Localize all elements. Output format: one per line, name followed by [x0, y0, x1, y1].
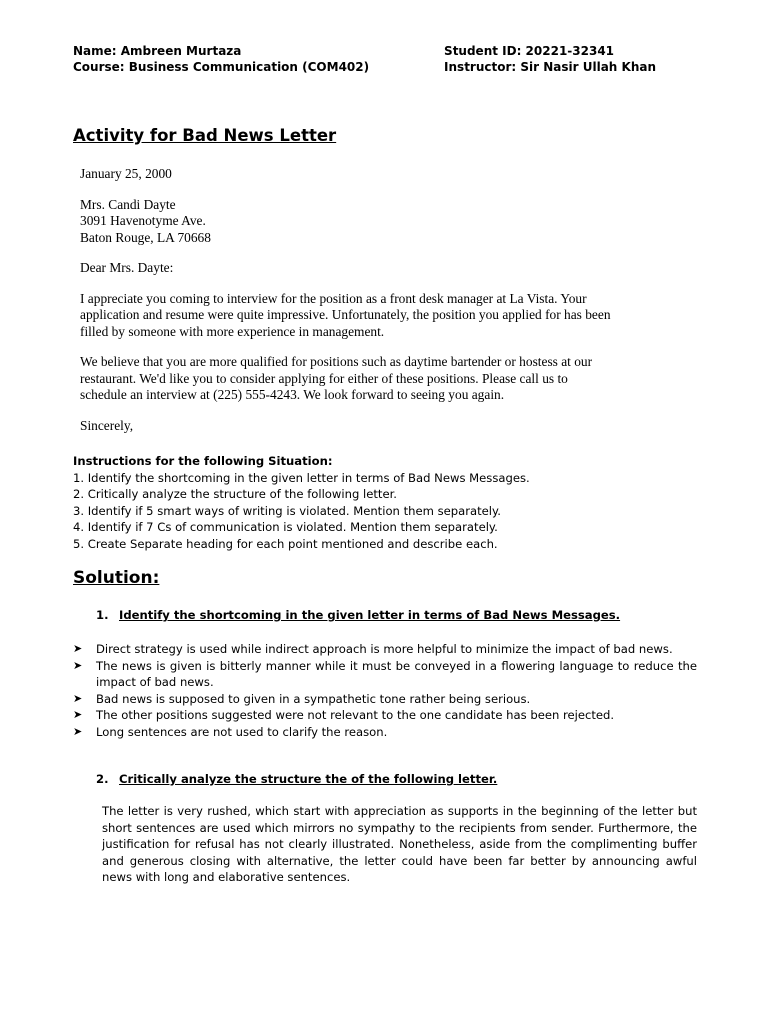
letter-image [80, 166, 680, 446]
section-number: 2. [96, 772, 109, 786]
section-2-heading [96, 771, 497, 787]
list-item [73, 724, 697, 741]
list-item [73, 707, 697, 724]
section-1-heading [96, 607, 620, 623]
instructions-heading: Instructions for the following Situation: [73, 454, 333, 468]
letter-line: I appreciate you coming to interview for the position as a front desk manager at La Vista. Your [80, 290, 587, 306]
bullet-text: Long sentences are not used to clarify the reason. [96, 724, 388, 739]
instruction-item: 5. Create Separate heading for each point mentioned and describe each. [73, 536, 498, 551]
letter-line: schedule an interview at (225) 555-4243. We look forward to seeing you again. [80, 387, 505, 402]
bullet-text: The news is given is bitterly manner while it must be conveyed in a flowering language to reduce the impact of bad news. [96, 658, 697, 690]
instruction-item: 1. Identify the shortcoming in the given letter in terms of Bad News Messages. [73, 470, 530, 485]
instruction-item: 4. Identify if 7 Cs of communication is violated. Mention them separately. [73, 520, 498, 535]
letter-line: filled by someone with more experience in management. [80, 323, 385, 339]
bullet-text: Bad news is supposed to given in a sympathetic tone rather being serious. [96, 691, 531, 706]
header-left [73, 43, 369, 75]
section-title: Identify the shortcoming in the given letter in terms of Bad News Messages. [119, 608, 621, 622]
header-right [444, 43, 656, 75]
solution-heading: Solution: [73, 568, 160, 588]
course-name: Course: Business Communication (COM402) [73, 60, 370, 74]
list-item [73, 641, 697, 658]
letter-salutation: Dear Mrs. Dayte: [80, 260, 174, 275]
arrowhead-bullet-icon: ➤ [73, 724, 83, 738]
arrowhead-bullet-icon: ➤ [73, 658, 83, 672]
student-name: Name: Ambreen Murtaza [73, 44, 242, 58]
section-title: Critically analyze the structure the of the following letter. [119, 772, 498, 786]
address-line: Mrs. Candi Dayte [80, 196, 176, 212]
letter-line: We believe that you are more qualified for positions such as daytime bartender or hostess at our [80, 354, 593, 369]
list-item [73, 691, 697, 708]
shortcomings-list [73, 641, 697, 741]
letter-line: application and resume were quite impressive. Unfortunately, the position you applied for has been [80, 307, 611, 322]
letter-paragraph [80, 291, 680, 341]
analysis-paragraph: The letter is very rushed, which start with appreciation as supports in the beginning of the letter but short sentences are used which mirrors no sympathy to the recipients from sender. Furthermore, the justification for refusal has not clearly illustrated. Nonetheless, aside from the complimenting buffer and generous closing with alternative, the letter could have been far better by announcing awful news with long and elaborative sentences. [102, 804, 697, 885]
instruction-item: 3. Identify if 5 smart ways of writing is violated. Mention them separately. [73, 503, 501, 518]
student-id: Student ID: 20221-32341 [444, 44, 615, 58]
letter-date: January 25, 2000 [80, 166, 172, 181]
instructions [73, 453, 713, 553]
arrowhead-bullet-icon: ➤ [73, 691, 83, 705]
section-number: 1. [96, 608, 109, 622]
address-line: Baton Rouge, LA 70668 [80, 229, 211, 245]
arrowhead-bullet-icon: ➤ [73, 642, 83, 655]
letter-paragraph [80, 354, 680, 404]
page-title: Activity for Bad News Letter [73, 126, 337, 145]
letter-closing: Sincerely, [80, 417, 134, 433]
bullet-text: The other positions suggested were not relevant to the one candidate has been rejected. [96, 708, 615, 723]
instruction-item: 2. Critically analyze the structure of the following letter. [73, 487, 397, 502]
list-item [73, 658, 697, 691]
instructor-name: Instructor: Sir Nasir Ullah Khan [444, 60, 656, 74]
address-line: 3091 Havenotyme Ave. [80, 213, 206, 228]
arrowhead-bullet-icon: ➤ [73, 708, 83, 722]
letter-address [80, 197, 680, 247]
bullet-text: Direct strategy is used while indirect approach is more helpful to minimize the impact of bad news. [96, 642, 673, 656]
letter-line: restaurant. We'd like you to consider applying for either of these positions. Please call us to [80, 370, 568, 386]
